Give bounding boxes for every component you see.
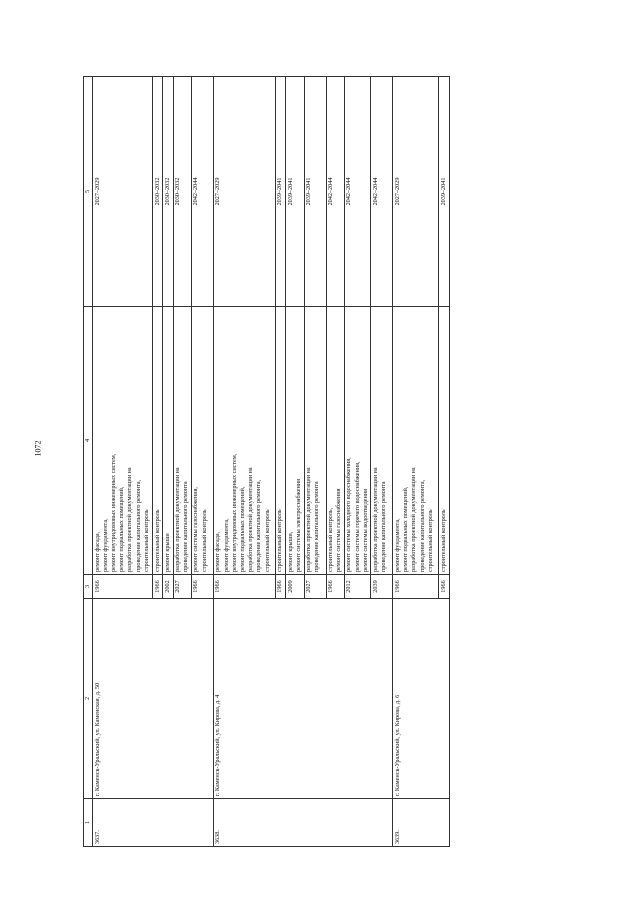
- page-number: 1072: [33, 440, 43, 457]
- work-item: ремонт подвальных помещений,: [402, 486, 410, 572]
- period-cell: 2042–2044: [326, 77, 344, 307]
- table-row: [393, 77, 439, 847]
- work-item: строительный контроль: [426, 509, 434, 572]
- table-row: [93, 77, 153, 847]
- address-cell: г. Каменск-Уральский, ул. Кирова, д. 6: [393, 599, 449, 799]
- work-item: разработка проектной документации на: [305, 467, 312, 572]
- work-item: ремонт системы газоснабжения,: [192, 487, 200, 572]
- table-body: [93, 77, 449, 847]
- year-cell: 2027: [304, 575, 326, 599]
- work-item: разработка проектной документации на: [371, 467, 379, 572]
- work-item: ремонт крыши: [163, 533, 171, 572]
- period-cell: 2042–2044: [191, 77, 213, 307]
- rotated-table-container: [83, 77, 553, 847]
- column-number: 3: [84, 575, 93, 599]
- year-cell: 1966: [275, 575, 285, 599]
- work-item: разработка проектной документации на: [126, 467, 134, 572]
- year-cell: 1966: [393, 575, 439, 599]
- year-cell: 2002: [163, 575, 173, 599]
- year-cell: 1966: [439, 575, 449, 599]
- works-cell: [439, 307, 449, 575]
- work-item: ремонт фундамента,: [393, 518, 401, 572]
- row-number: 3638.: [213, 799, 393, 847]
- works-cell: [173, 307, 191, 575]
- works-cell: [93, 307, 153, 575]
- work-item: разработка проектной документации на: [410, 467, 418, 572]
- period-cell: 2039–2041: [275, 77, 285, 307]
- work-item: ремонт фундамента,: [101, 518, 109, 572]
- year-cell: 2027: [173, 575, 191, 599]
- works-cell: [371, 307, 393, 575]
- works-cell: [326, 307, 344, 575]
- works-cell: [213, 307, 275, 575]
- works-cell: [304, 307, 326, 575]
- work-item: ремонт фасада,: [214, 531, 222, 572]
- table-row: [213, 77, 275, 847]
- period-cell: 2039–2041: [286, 77, 304, 307]
- address-cell: г. Каменск-Уральский, ул. Кирова, д. 4: [213, 599, 393, 799]
- work-item: строительный контроль: [200, 509, 208, 572]
- work-item: проведение капитального ремонта,: [134, 479, 142, 572]
- work-item: строительный контроль: [142, 509, 150, 572]
- period-cell: 2039–2041: [304, 77, 326, 307]
- year-cell: 1966: [191, 575, 213, 599]
- work-item: проведение капитального ремонта: [182, 481, 190, 572]
- year-cell: 1966: [93, 575, 153, 599]
- work-item: ремонт фасада,: [93, 531, 101, 572]
- period-cell: 2030–2032: [173, 77, 191, 307]
- period-cell: 2027–2029: [393, 77, 439, 307]
- row-number: 3637.: [93, 799, 214, 847]
- work-item: проведение капитального ремонта,: [418, 479, 426, 572]
- work-item: строительный контроль: [153, 509, 161, 572]
- period-cell: 2027–2029: [213, 77, 275, 307]
- work-item: проведение капитального ремонта: [313, 481, 321, 572]
- work-item: ремонт фундамента,: [222, 518, 230, 572]
- works-cell: [191, 307, 213, 575]
- row-number: 3639.: [393, 799, 449, 847]
- year-cell: 1966: [213, 575, 275, 599]
- work-item: ремонт системы горячего водоснабжения,: [353, 461, 361, 572]
- work-item: строительный контроль: [439, 509, 447, 572]
- work-item: ремонт подвальных помещений,: [118, 486, 126, 572]
- work-item: ремонт системы холодного водоснабжения,: [345, 457, 353, 572]
- year-cell: 2009: [286, 575, 304, 599]
- works-cell: [393, 307, 439, 575]
- column-number: 4: [84, 307, 93, 575]
- work-item: строительный контроль: [263, 509, 271, 572]
- work-item: ремонт системы газоснабжения: [335, 488, 343, 572]
- period-cell: 2039–2041: [439, 77, 449, 307]
- column-number: 2: [84, 599, 93, 799]
- work-item: ремонт крыши,: [286, 531, 294, 572]
- work-item: ремонт системы электроснабжения: [294, 479, 302, 572]
- work-item: ремонт системы водоотведения: [361, 489, 369, 572]
- period-cell: 2042–2044: [344, 77, 371, 307]
- work-item: строительный контроль,: [327, 507, 334, 572]
- work-item: разработка проектной документации на: [174, 467, 182, 572]
- period-cell: 2030–2032: [153, 77, 163, 307]
- works-cell: [163, 307, 173, 575]
- column-number: 5: [84, 77, 93, 307]
- work-item: проведение капитального ремонта,: [255, 479, 263, 572]
- work-item: проведение капитального ремонта: [380, 481, 388, 572]
- period-cell: 2030–2032: [163, 77, 173, 307]
- works-cell: [286, 307, 304, 575]
- column-number-row: [84, 77, 93, 847]
- address-cell: г. Каменск-Уральский, ул. Каменская, д. 50: [93, 599, 214, 799]
- year-cell: 2039: [371, 575, 393, 599]
- period-cell: 2027–2029: [93, 77, 153, 307]
- work-item: ремонт внутридомовых инженерных систем,: [230, 453, 238, 572]
- year-cell: 1966: [326, 575, 344, 599]
- capital-repair-table: [83, 76, 450, 847]
- work-item: ремонт подвальных помещений,: [239, 486, 246, 572]
- column-number: 1: [84, 799, 93, 847]
- work-item: строительный контроль: [276, 509, 284, 572]
- year-cell: 1966: [153, 575, 163, 599]
- works-cell: [344, 307, 371, 575]
- work-item: ремонт внутридомовых инженерных систем,: [110, 453, 118, 572]
- period-cell: 2042–2044: [371, 77, 393, 307]
- works-cell: [153, 307, 163, 575]
- work-item: разработка проектной документации на: [247, 467, 255, 572]
- year-cell: 2012: [344, 575, 371, 599]
- works-cell: [275, 307, 285, 575]
